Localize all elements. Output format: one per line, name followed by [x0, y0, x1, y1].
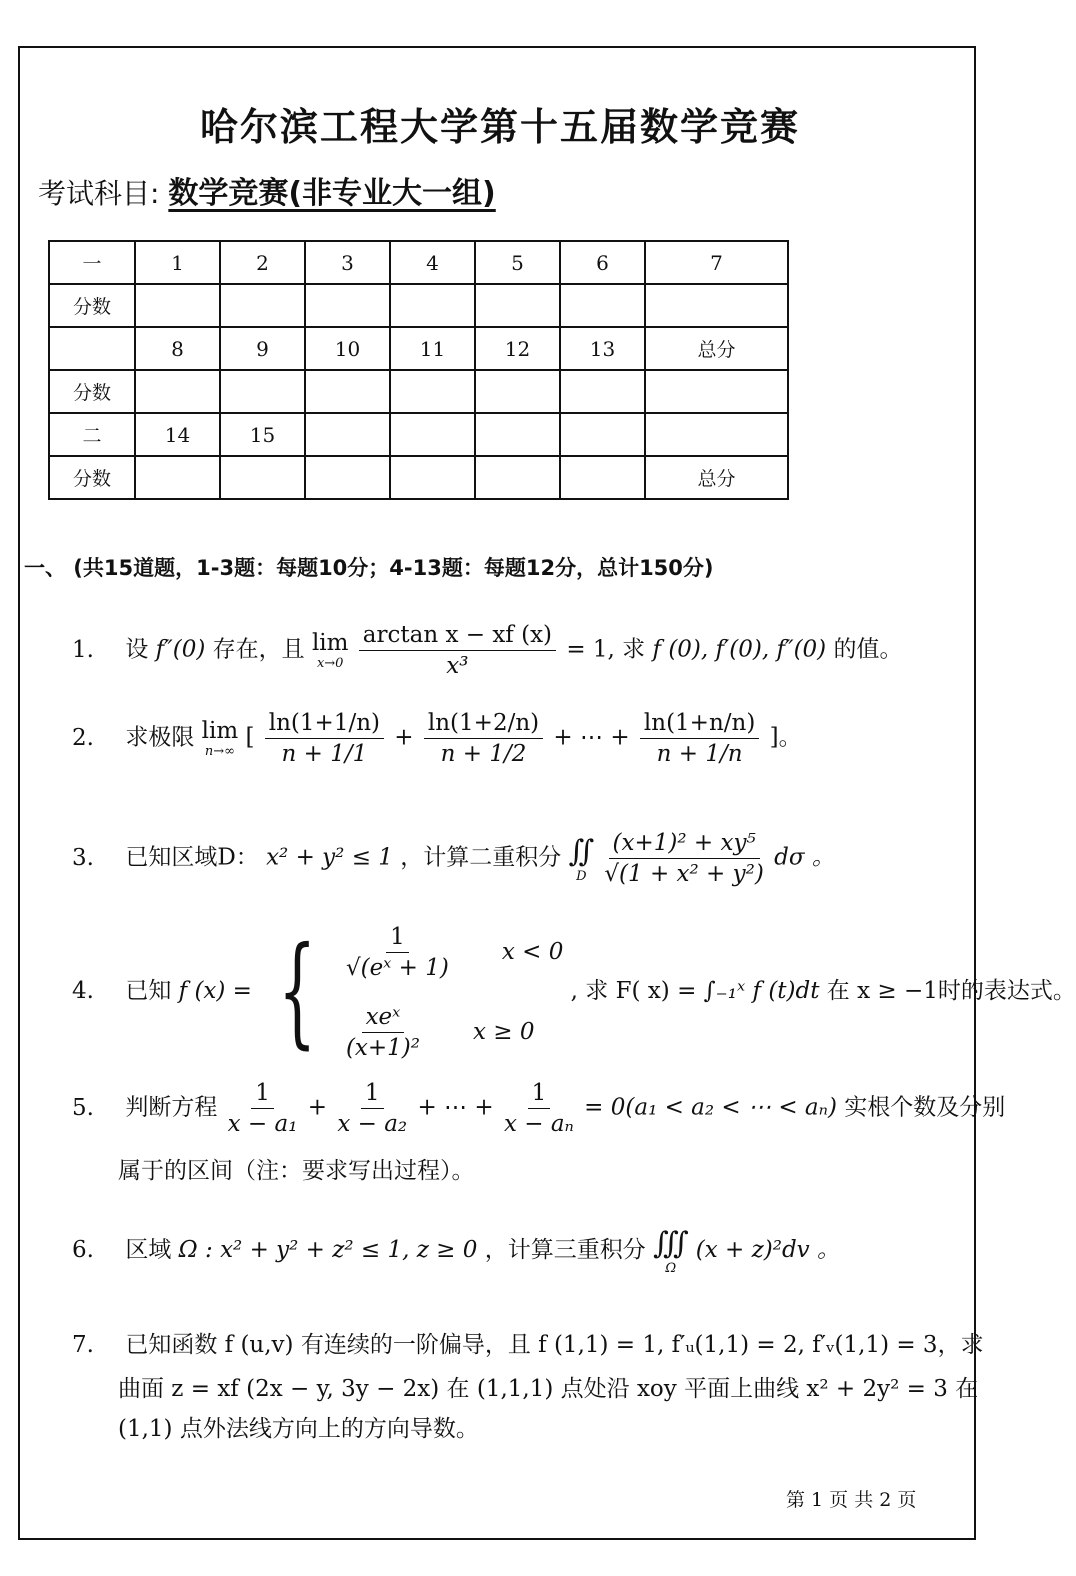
lim-label: lim	[311, 630, 349, 656]
q4-integral: ∫₋₁ˣ f (t)dt	[703, 978, 820, 1004]
q1-expr: f″(0)	[155, 636, 206, 663]
frac-denominator: √(eˣ + 1)	[345, 954, 449, 981]
score-table-cell: 9	[220, 327, 305, 370]
q5-text: 判断方程	[125, 1094, 218, 1121]
exam-title: 哈尔滨工程大学第十五届数学竞赛	[199, 105, 800, 149]
score-table-cell	[305, 456, 390, 499]
score-table-cell	[390, 456, 475, 499]
question-7-line3: (1,1) 点外法线方向上的方向导数。	[118, 1416, 479, 1442]
case-fraction	[346, 1004, 420, 1061]
bracket: [	[245, 724, 255, 751]
page-footer: 第 1 页 共 2 页	[786, 1489, 917, 1511]
score-table-cell: 13	[560, 327, 645, 370]
q5-term	[504, 1080, 574, 1137]
q3-text: 已知区域D：	[125, 844, 259, 871]
integral-domain: Ω	[665, 1261, 677, 1276]
frac-denominator: x³	[446, 653, 469, 679]
bracket: ]。	[769, 724, 802, 751]
frac-numerator: 1	[251, 1080, 274, 1109]
frac-denominator: n + 1/n	[656, 741, 743, 767]
q5-term	[337, 1080, 407, 1137]
score-table-cell	[305, 284, 390, 327]
score-table-cell	[645, 413, 788, 456]
frac-denominator: x − a₁	[227, 1111, 298, 1137]
q3-integral	[569, 834, 595, 884]
q1-fraction	[359, 622, 556, 679]
score-table-cell: 12	[475, 327, 560, 370]
score-table-cell	[560, 413, 645, 456]
question-number: 2.	[72, 724, 94, 751]
case-row	[343, 912, 563, 992]
score-table-cell: 一	[49, 241, 135, 284]
score-table-cell	[135, 284, 220, 327]
score-table-cell: 二	[49, 413, 135, 456]
plus-sign: +	[307, 1094, 328, 1121]
question-1	[72, 622, 902, 679]
question-7-line2: 曲面 z = xf (2x − y, 3y − 2x) 在 (1,1,1) 点处沿 xoy 平面上曲线 x² + 2y² = 3 在	[118, 1376, 979, 1402]
frac-denominator: x − a₂	[337, 1111, 408, 1137]
frac-denominator: n + 1/2	[440, 741, 527, 767]
subject-line	[38, 168, 496, 212]
lim-sub: x→0	[316, 656, 344, 671]
frac-numerator: 1	[361, 1080, 384, 1109]
score-table-cell	[135, 370, 220, 413]
score-table-cell	[475, 284, 560, 327]
frac-denominator: √(1 + x² + y²)	[604, 861, 764, 887]
integral-domain: D	[576, 868, 587, 884]
frac-numerator: arctan x − xf (x)	[359, 622, 556, 651]
frac-numerator: (x+1)² + xy⁵	[609, 830, 760, 859]
frac-numerator: xeˣ	[362, 1004, 405, 1033]
q1-text: 的值。	[833, 636, 903, 663]
question-2	[72, 710, 802, 767]
left-brace: {	[278, 922, 317, 1061]
q2-limit	[202, 718, 239, 759]
frac-denominator: n + 1/1	[281, 741, 368, 767]
frac-numerator: 1	[528, 1080, 551, 1109]
score-table-cell	[390, 370, 475, 413]
score-table-cell	[560, 284, 645, 327]
score-table-cell	[135, 456, 220, 499]
score-table-cell	[560, 370, 645, 413]
q3-text: ，计算二重积分	[400, 844, 562, 871]
q6-region: Ω : x² + y² + z² ≤ 1, z ≥ 0	[178, 1237, 478, 1263]
question-3	[72, 830, 835, 887]
score-table-cell: 5	[475, 241, 560, 284]
score-table-cell: 3	[305, 241, 390, 284]
score-table-cell	[49, 327, 135, 370]
score-table-cell: 15	[220, 413, 305, 456]
q1-text: = 1, 求	[566, 636, 646, 663]
ellipsis: + ⋯ +	[553, 724, 630, 751]
case-condition: x < 0	[501, 939, 564, 965]
subject-value: 数学竞赛(非专业大一组)	[168, 176, 496, 211]
score-table-cell: 分数	[49, 456, 135, 499]
q6-text: ，计算三重积分	[484, 1237, 646, 1263]
score-table-cell: 分数	[49, 370, 135, 413]
score-table-row	[49, 456, 788, 499]
score-table-row	[49, 284, 788, 327]
score-table-cell	[475, 370, 560, 413]
q4-text: , 求 F( x) =	[570, 978, 697, 1004]
q4-cases	[343, 912, 563, 1072]
score-table-cell: 7	[645, 241, 788, 284]
frac-numerator: ln(1+1/n)	[265, 710, 384, 739]
q5-equation: = 0(a₁ < a₂ < ⋯ < aₙ)	[584, 1094, 837, 1121]
score-table-cell: 11	[390, 327, 475, 370]
score-table-cell	[645, 284, 788, 327]
score-table-cell: 8	[135, 327, 220, 370]
question-number: 4.	[72, 978, 94, 1004]
q5-text: 实根个数及分别	[844, 1094, 1006, 1121]
question-number: 5.	[72, 1094, 94, 1121]
question-7	[72, 1326, 984, 1359]
score-table-cell: 2	[220, 241, 305, 284]
score-table-cell: 分数	[49, 284, 135, 327]
q7-line: 已知函数 f (u,v) 有连续的一阶偏导，且 f (1,1) = 1, f′ᵤ(1,1) = 2, f′ᵥ(1,1) = 3，求	[125, 1332, 984, 1358]
q3-text: dσ 。	[774, 844, 835, 871]
score-table-cell: 1	[135, 241, 220, 284]
q1-expr: f (0), f′(0), f″(0)	[652, 636, 827, 663]
q2-term	[640, 710, 759, 767]
score-table-cell	[220, 370, 305, 413]
score-table-cell	[390, 284, 475, 327]
q1-text: 设	[125, 636, 149, 663]
score-table-row	[49, 327, 788, 370]
score-table	[48, 240, 789, 500]
subject-label: 考试科目:	[38, 177, 160, 210]
q6-text: 区域	[125, 1237, 172, 1263]
ellipsis: + ⋯ +	[417, 1094, 494, 1121]
question-5-line2: 属于的区间（注：要求写出过程）。	[118, 1158, 475, 1184]
q1-limit	[312, 630, 349, 671]
q6-integral	[653, 1226, 688, 1276]
case-row	[343, 992, 563, 1072]
question-number: 3.	[72, 844, 94, 871]
frac-numerator: ln(1+2/n)	[424, 710, 543, 739]
integral-sign: ∬	[568, 833, 595, 869]
score-table-cell	[560, 456, 645, 499]
score-table-cell: 总分	[645, 456, 788, 499]
q5-term	[228, 1080, 298, 1137]
question-number: 6.	[72, 1237, 94, 1263]
score-table-cell	[220, 456, 305, 499]
q2-term	[265, 710, 384, 767]
q2-text: 求极限	[125, 724, 195, 751]
score-table-cell	[390, 413, 475, 456]
score-table-cell	[305, 413, 390, 456]
q3-fraction	[604, 830, 763, 887]
section-heading: 一、 (共15道题，1-3题：每题10分；4-13题：每题12分，总计150分)	[24, 556, 714, 580]
q4-text: 已知	[125, 978, 172, 1004]
score-table-row	[49, 241, 788, 284]
lim-sub: n→∞	[204, 744, 235, 759]
score-table-cell	[475, 456, 560, 499]
frac-denominator: x − aₙ	[503, 1111, 574, 1137]
question-6	[72, 1226, 840, 1276]
lim-label: lim	[201, 718, 239, 744]
case-fraction	[346, 924, 449, 981]
score-table-cell	[305, 370, 390, 413]
score-table-cell	[645, 370, 788, 413]
question-number: 1.	[72, 636, 94, 663]
question-4	[72, 912, 1076, 1072]
score-table-cell: 总分	[645, 327, 788, 370]
frac-numerator: 1	[386, 924, 409, 953]
score-table-cell: 4	[390, 241, 475, 284]
q4-function: f (x) =	[178, 978, 252, 1004]
score-table-cell: 10	[305, 327, 390, 370]
q4-text: 在 x ≥ −1时的表达式。	[826, 978, 1076, 1004]
score-table-row	[49, 370, 788, 413]
plus-sign: +	[394, 724, 414, 751]
score-table-cell: 14	[135, 413, 220, 456]
question-number: 7.	[72, 1332, 94, 1358]
q1-text: 存在，且	[212, 636, 305, 663]
score-table-cell	[220, 284, 305, 327]
q6-integrand: (x + z)²dv 。	[695, 1237, 840, 1263]
frac-denominator: (x+1)²	[345, 1034, 420, 1061]
score-table-row	[49, 413, 788, 456]
case-condition: x ≥ 0	[472, 1019, 535, 1045]
question-5	[72, 1080, 1005, 1137]
frac-numerator: ln(1+n/n)	[640, 710, 759, 739]
q3-region: x² + y² ≤ 1	[266, 844, 393, 871]
score-table-cell	[475, 413, 560, 456]
integral-sign: ∭	[653, 1226, 689, 1261]
score-table-cell: 6	[560, 241, 645, 284]
q2-term	[424, 710, 543, 767]
